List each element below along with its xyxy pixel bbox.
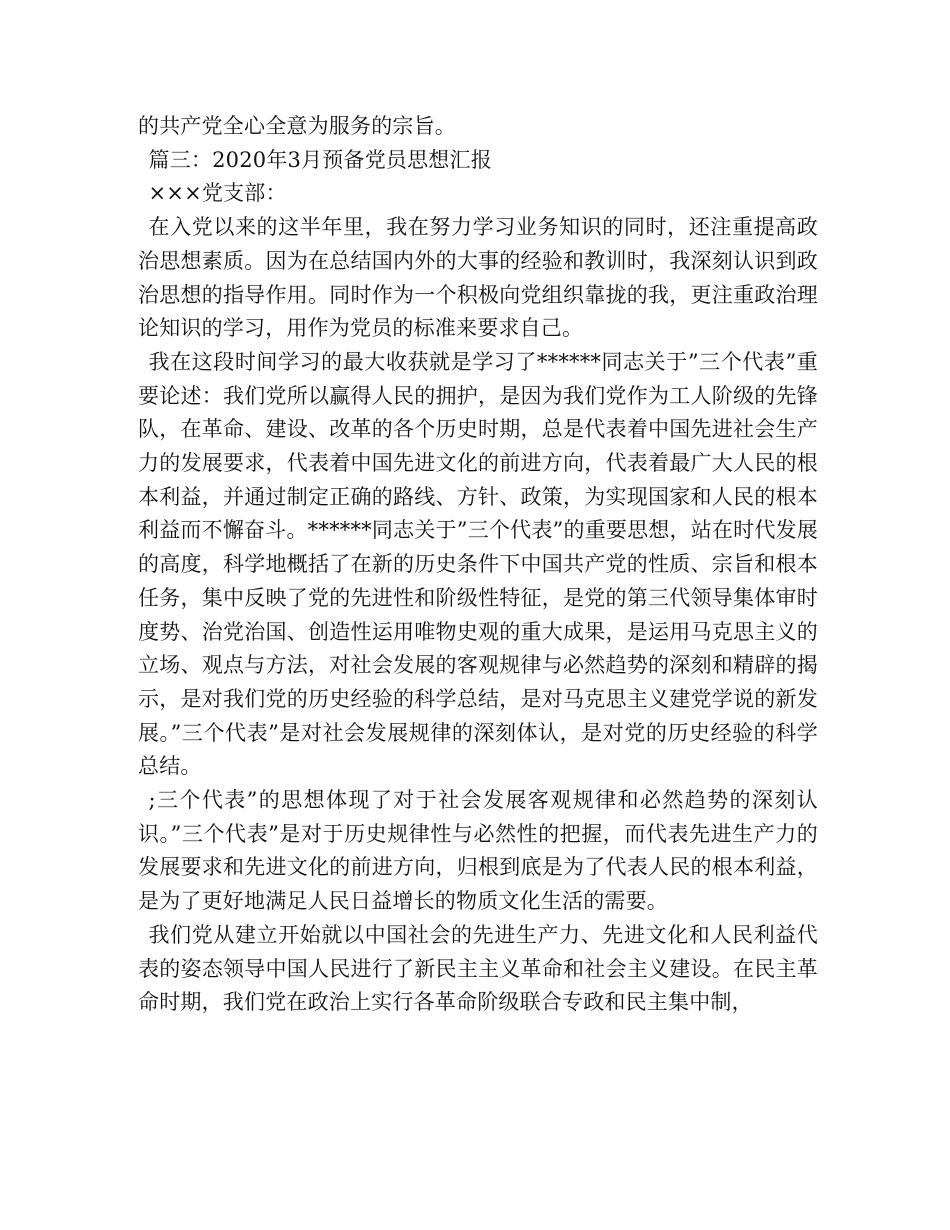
paragraph-continuation: 的共产党全心全意为服务的宗旨。 [138, 114, 456, 138]
paragraph-4: 我们党从建立开始就以中国社会的先进生产力、先进文化和人民利益代表的姿态领导中国人民进行了新民主主义革命和社会主义建设。在民主革命时期，我们党在政治上实行各革命阶级联合专政和民主集中制， [138, 922, 818, 1015]
section-heading: 篇三：2020年3月预备党员思想汇报 [148, 147, 492, 172]
document-body [138, 110, 818, 1020]
salutation: ×××党支部： [148, 181, 287, 206]
paragraph-1: 在入党以来的这半年里，我在努力学习业务知识的同时，还注重提高政治思想素质。因为在总结国内外的大事的经验和教训时，我深刻认识到政治思想的指导作用。同时作为一个积极向党组织靠拢的我，更注重政治理论知识的学习，用作为党员的标准来要求自己。 [138, 215, 818, 341]
paragraph-3: ;三个代表”的思想体现了对于社会发展客观规律和必然趋势的深刻认识。”三个代表”是对于历史规律性与必然性的把握，而代表先进生产力的发展要求和先进文化的前进方向，归根到底是为了代表人民的根本利益，是为了更好地满足人民日益增长的物质文化生活的需要。 [138, 788, 818, 914]
paragraph-2: 我在这段时间学习的最大收获就是学习了******同志关于”三个代表”重要论述：我们党所以赢得人民的拥护，是因为我们党作为工人阶级的先锋队，在革命、建设、改革的各个历史时期，总是代表着中国先进社会生产力的发展要求，代表着中国先进文化的前进方向，代表着最广大人民的根本利益，并通过制定正确的路线、方针、政策，为实现国家和人民的根本利益而不懈奋斗。******同志关于”三个代表”的重要思想，站在时代发展的高度，科学地概括了在新的历史条件下中国共产党的性质、宗旨和根本任务，集中反映了党的先进性和阶级性特征，是党的第三代领导集体审时度势、治党治国、创造性运用唯物史观的重大成果，是运用马克思主义的立场、观点与方法，对社会发展的客观规律与必然趋势的深刻和精辟的揭示，是对我们党的历史经验的科学总结，是对马克思主义建党学说的新发展。”三个代表”是对社会发展规律的深刻体认，是对党的历史经验的科学总结。 [138, 349, 818, 779]
